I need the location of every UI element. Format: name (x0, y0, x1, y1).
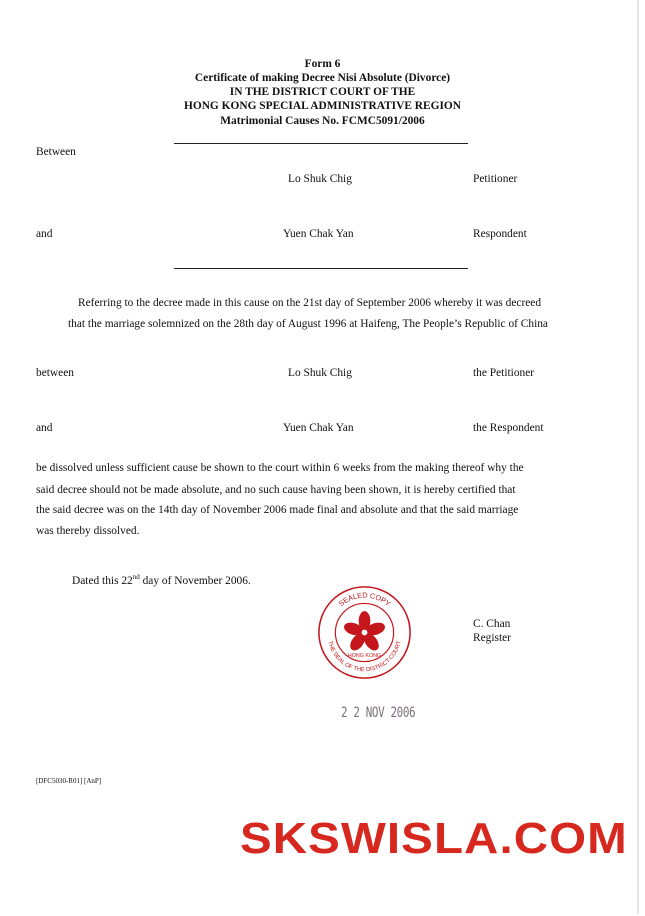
seal-bottom-text: THE SEAL OF THE DISTRICT COURT (326, 640, 403, 674)
form-number: Form 6 (304, 58, 341, 70)
respondent-role-2: the Respondent (473, 422, 544, 434)
dated-ordinal: nd (132, 573, 140, 582)
closing-line-3: the said decree was on the 14th day of November 2006 made final and absolute and that the said marriage (36, 504, 519, 516)
respondent-role: Respondent (473, 228, 527, 240)
closing-line-1: be dissolved unless sufficient cause be shown to the court within 6 weeks from the making thereof why the (36, 462, 524, 474)
seal-top-text: SEALED COPY (336, 590, 393, 609)
certificate-title: Certificate of making Decree Nisi Absolute (Divorce) (194, 72, 451, 84)
body-line-1: Referring to the decree made in this cause on the 21st day of September 2006 whereby it was decreed (78, 297, 542, 309)
dated-rest: day of November 2006. (139, 575, 251, 587)
bottom-rule (174, 268, 468, 269)
petitioner-name: Lo Shuk Chig (288, 173, 352, 185)
watermark-text: SKSWISLA.COM (240, 814, 628, 863)
respondent-name: Yuen Chak Yan (283, 228, 354, 240)
petitioner-name-2: Lo Shuk Chig (288, 367, 352, 379)
court-heading: IN THE DISTRICT COURT OF THE (229, 86, 416, 98)
received-date-stamp: 2 2 NOV 2006 (341, 705, 416, 721)
and-label-2: and (36, 422, 53, 434)
seal-center-dot (362, 630, 368, 636)
respondent-name-2: Yuen Chak Yan (283, 422, 354, 434)
between-label: Between (36, 146, 76, 158)
dated-line (72, 575, 251, 587)
case-number: Matrimonial Causes No. FCMC5091/2006 (220, 115, 425, 127)
region-heading: HONG KONG SPECIAL ADMINISTRATIVE REGION (183, 100, 461, 112)
between-label-2: between (36, 367, 74, 379)
court-seal (316, 584, 413, 681)
document-reference: [DFC5030-R01] [AnP] (36, 777, 102, 785)
signatory-title: Register (473, 632, 511, 644)
closing-line-2: said decree should not be made absolute, and no such cause having been shown, it is hereby certified that (36, 484, 516, 496)
petitioner-role-2: the Petitioner (473, 367, 535, 379)
petitioner-role: Petitioner (473, 173, 518, 185)
body-line-2: that the marriage solemnized on the 28th day of August 1996 at Haifeng, The People’s Republic of China (68, 318, 548, 330)
dated-prefix: Dated this 22 (72, 575, 133, 587)
top-rule (174, 143, 468, 144)
signatory-name: C. Chan (473, 618, 511, 630)
seal-inner-text: HONG KONG (347, 652, 382, 659)
closing-line-4: was thereby dissolved. (36, 525, 140, 537)
and-label: and (36, 228, 53, 240)
